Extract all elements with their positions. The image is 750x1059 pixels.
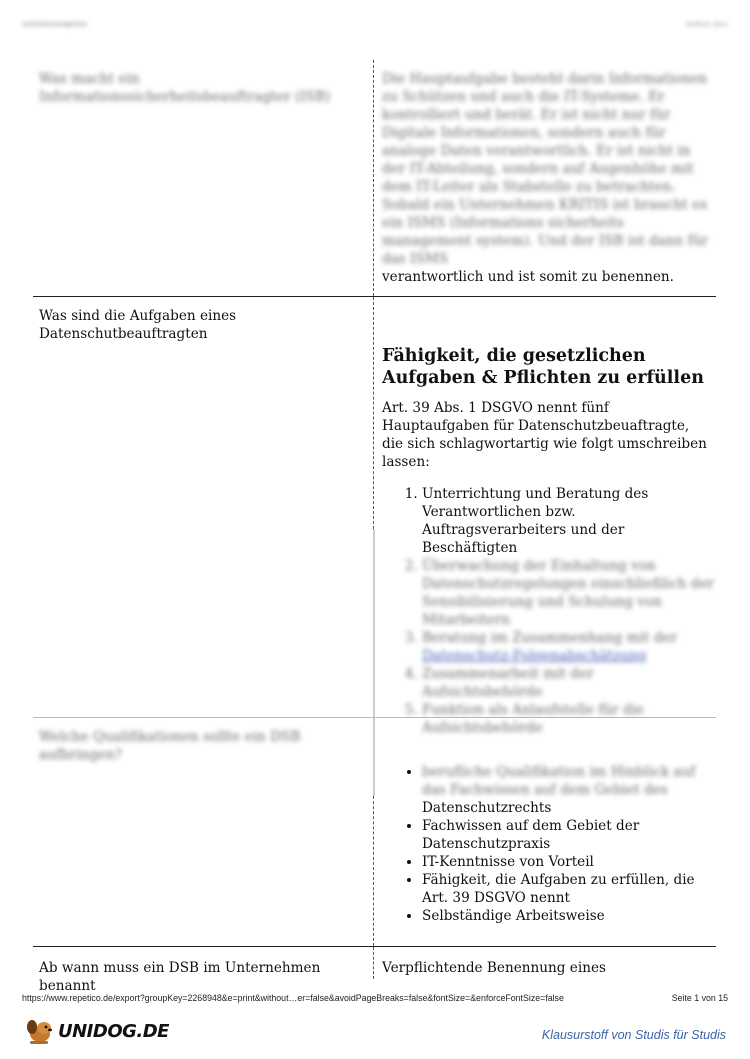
list-item-text: Datenschutzrechts: [422, 800, 552, 816]
answer-cell: [382, 763, 714, 925]
list-item-text: Beratung im Zusammenhang mit der: [422, 630, 677, 646]
list-item: • Fachwissen auf dem Gebiet der Datenschutzpraxis: [422, 817, 714, 853]
column-divider: [373, 796, 374, 946]
list-item: 5. Funktion als Anlaufstelle für die Aufsichtsbehörde: [422, 701, 714, 737]
table-row: [33, 718, 716, 947]
page-number: Seite 1 von 15: [671, 993, 728, 1003]
flashcard-table: [33, 60, 716, 994]
running-header-title: Sicherheitsmanagement: [22, 22, 87, 28]
answer-cell: [382, 345, 714, 737]
qualification-list: [382, 763, 714, 925]
list-item: 2. Überwachung der Einhaltung von Datenschutzregelungen einschließlich der Sensibilisierung und Schulung von Mitarbeitern: [422, 557, 714, 629]
list-item: 4. Zusammenarbeit mit der Aufsichtsbehörde: [422, 665, 714, 701]
table-row: [33, 60, 716, 297]
brand-name: UNIDOG.DE: [58, 1020, 169, 1042]
column-divider-solid: [373, 718, 375, 796]
column-divider: [373, 947, 374, 979]
list-item: • IT-Kenntnisse von Vorteil: [422, 853, 714, 871]
list-item: • Fähigkeit, die Aufgaben zu erfüllen, die Art. 39 DSGVO nennt: [422, 871, 714, 907]
list-item: [422, 629, 714, 665]
column-divider: [373, 60, 374, 296]
brand-logo: [24, 1016, 169, 1046]
list-item: 1. Unterrichtung und Beratung des Verantwortlichen bzw. Auftragsverarbeiters und der Beschäftigten: [422, 485, 714, 557]
answer-heading: Fähigkeit, die gesetzlichen Aufgaben & Pflichten zu erfüllen: [382, 346, 704, 388]
column-divider: [373, 297, 374, 529]
question-cell: Was macht ein Informationssicherheitsbeauftragter (ISB): [39, 71, 331, 105]
running-header-date: 05.06.25, 16:07: [686, 22, 728, 28]
list-item-text-blurred: berufliche Qualifikation im Hinblick auf das Fachwissen auf dem Gebiet des: [422, 764, 696, 798]
table-row: [33, 947, 716, 994]
dsfa-link[interactable]: Datenschutz-Folgenabschätzung: [422, 648, 647, 664]
list-item: [422, 763, 714, 817]
task-list: [382, 485, 714, 737]
tagline: Klausurstoff von Studis für Studis: [541, 1028, 726, 1042]
question-cell: Ab wann muss ein DSB im Unternehmen benannt: [39, 960, 321, 994]
list-item: • Selbständige Arbeitsweise: [422, 907, 714, 925]
answer-text-blurred: Die Hauptaufgabe besteht darin Informationen zu Schützen und auch die IT-Systeme. Er kontrolliert und berät. Er ist nicht nur für Digitale Informationen, sondern auch für analoge Daten verantwortlich. Er ist nicht in der IT-Abteilung, sondern auf Augenhöhe mit dem IT-Leiter als Stabstelle zu betrachten. Sobald ein Unternehmen KRITIS ist braucht es ein ISMS (Informations sicherheits management system). Und der ISB ist dann für das ISMS: [382, 71, 708, 267]
answer-cell: Verpflichtende Benennung eines: [382, 960, 606, 976]
dog-mascot-icon: [24, 1016, 54, 1046]
question-cell: Was sind die Aufgaben eines Datenschutbeauftragten: [39, 308, 237, 342]
answer-intro: Art. 39 Abs. 1 DSGVO nennt fünf Hauptaufgaben für Datenschutzbeuaftragte, die sich schlagwortartig wie folgt umschreiben lassen:: [382, 400, 707, 470]
table-row: [33, 297, 716, 736]
print-url: https://www.repetico.de/export?groupKey=2268948&e=print&without…er=false&avoidPageBreaks=false&fontSize=&enforceFontSize=false: [22, 993, 564, 1003]
answer-text: verantwortlich und ist somit zu benennen.: [382, 269, 674, 285]
column-divider-solid: [373, 529, 375, 717]
answer-cell: [382, 70, 714, 286]
question-cell: Welche Qualifikationen sollte ein DSB aufbringen?: [39, 729, 301, 763]
